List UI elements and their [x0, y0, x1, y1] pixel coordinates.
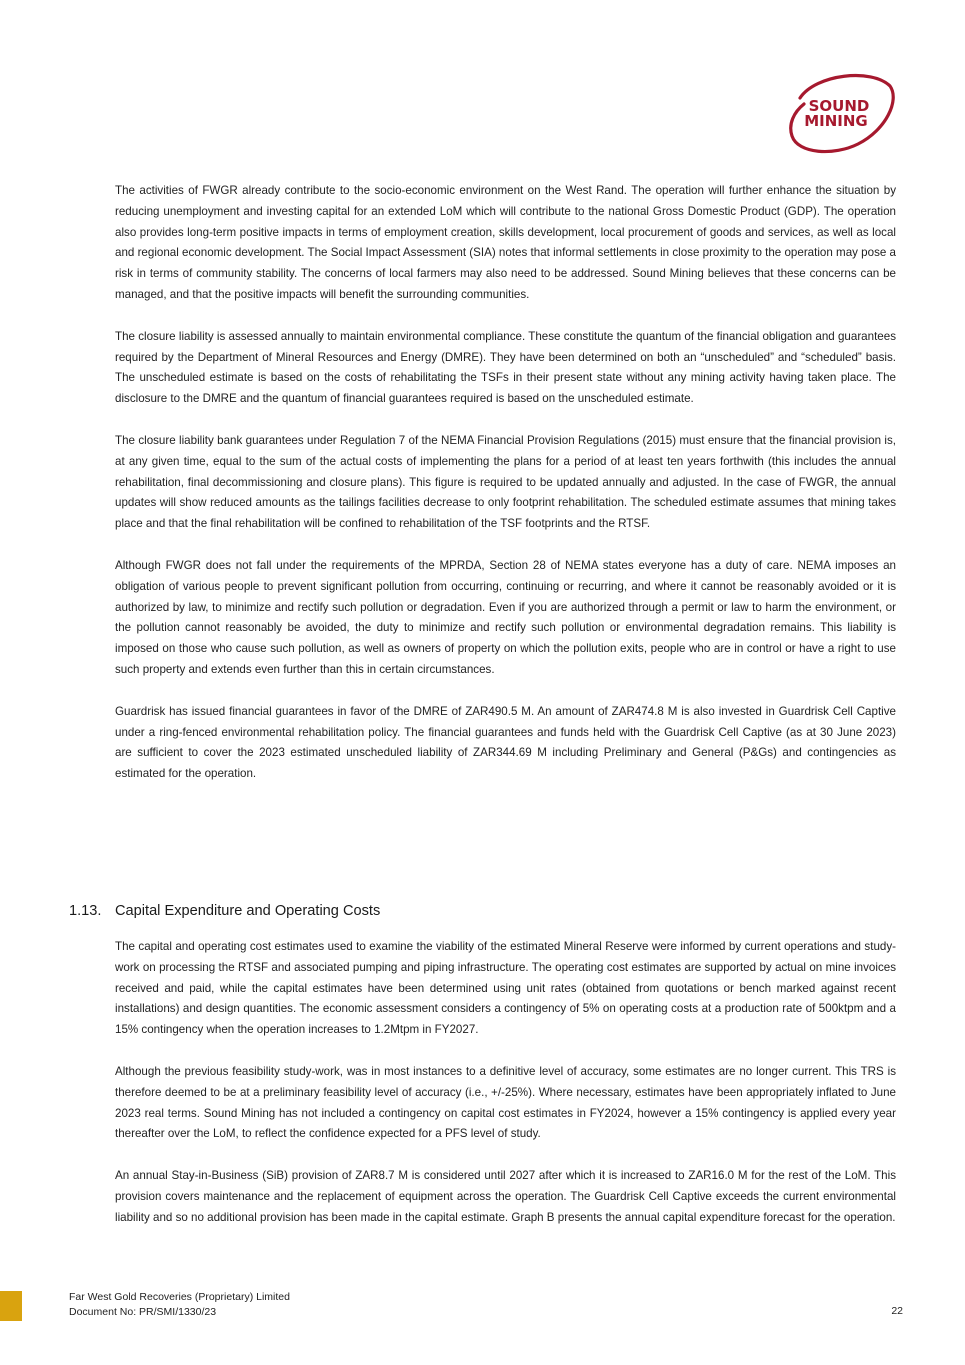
page-number: 22: [891, 1305, 903, 1317]
paragraph-closure-liability: The closure liability is assessed annually to maintain environmental compliance. These constitute the quantum of the financial obligation and guarantees required by the Department of Mineral Resources and Energy (DMRE). They have been determined on both an “unscheduled” and “scheduled” basis. The unscheduled estimate is based on the costs of rehabilitating the TSFs in their present state without any mining activity having taken place. The disclosure to the DMRE and the quantum of financial guarantees required is based on the unscheduled estimate.: [115, 329, 896, 406]
paragraph-duty-of-care: Although FWGR does not fall under the requirements of the MPRDA, Section 28 of NEMA states everyone has a duty of care. NEMA imposes an obligation of various people to prevent significant pollution from occurring, continuing or recurring, and where it cannot be reasonably avoided or it is authorized by law, to minimize and rectify such pollution or degradation. Even if you are authorized through a permit or law to harm the environment, or the pollution cannot reasonably be avoided, the duty to minimize and rectify such pollution or environmental degradation remains. This liability is imposed on those who cause such pollution, as well as owners of property on which the pollution exits, people who are in control or have a right to use such property and extends even further than this in certain circumstances.: [115, 558, 896, 676]
paragraph-socio-economic: The activities of FWGR already contribute to the socio-economic environment on the West Rand. The operation will further enhance the situation by reducing unemployment and investing capital for an extended LoM which will contribute to the national Gross Domestic Product (GDP). The operation also provides long-term positive impacts in terms of employment creation, skills development, local procurement of goods and services, as well as local and regional economic development. The Social Impact Assessment (SIA) notes that informal settlements in close proximity to the operation may pose a risk in terms of community stability. The concerns of local farmers may also need to be addressed. Sound Mining believes that these concerns can be managed, and that the positive impacts will benefit the surrounding communities.: [115, 184, 896, 301]
logo-text-sound: SOUND: [808, 97, 870, 115]
paragraph-stay-in-business: An annual Stay-in-Business (SiB) provision of ZAR8.7 M is considered until 2027 after which it is increased to ZAR16.0 M for the rest of the LoM. This provision covers maintenance and the replacement of equipment across the operation. The Guardrisk Cell Captive exceeds the current environmental liability and so no additional provision has been made in the capital estimate. Graph B presents the annual capital expenditure forecast for the operation.: [115, 1169, 896, 1224]
section-title: Capital Expenditure and Operating Costs: [115, 903, 381, 919]
body-text-section: [115, 937, 896, 1250]
footer: [69, 1290, 290, 1320]
section-heading: [69, 903, 896, 919]
logo-text-mining: MINING: [804, 112, 868, 130]
footer-accent-bar: [0, 1291, 22, 1321]
body-text-top: [115, 181, 896, 806]
sound-mining-logo: [786, 68, 898, 156]
paragraph-guardrisk: Guardrisk has issued financial guarantees in favor of the DMRE of ZAR490.5 M. An amount of ZAR474.8 M is also invested in Guardrisk Cell Captive under a ring-fenced environmental rehabilitation policy. The financial guarantees and funds held with the Guardrisk Cell Captive (as at 30 June 2023) are sufficient to cover the 2023 estimated unscheduled liability of ZAR344.69 M including Preliminary and General (P&Gs) and contingencies as estimated for the operation.: [115, 704, 896, 781]
paragraph-feasibility-accuracy: Although the previous feasibility study-work, was in most instances to a definitive level of accuracy, some estimates are no longer current. This TRS is therefore deemed to be at a preliminary feasibility level of accuracy (i.e., +/-25%). Where necessary, estimates have been appropriately inflated to June 2023 real terms. Sound Mining has not included a contingency on capital cost estimates in FY2024, however a 15% contingency is applied every year thereafter over the LoM, to reflect the confidence expected for a PFS level of study.: [115, 1064, 896, 1141]
paragraph-cost-estimates: The capital and operating cost estimates used to examine the viability of the estimated Mineral Reserve were informed by current operations and study-work on processing the RTSF and associated pumping and piping infrastructure. The operating cost estimates are supported by actual on mine invoices received and paid, while the capital estimates have been determined using unit rates (obtained from quotations or bench marked against recent installations) and design quantities. The economic assessment considers a contingency of 5% on operating costs at a production rate of 500ktpm and a 15% contingency when the operation increases to 1.2Mtpm in FY2027.: [115, 940, 896, 1037]
section-number: 1.13.: [69, 903, 102, 919]
paragraph-bank-guarantees: The closure liability bank guarantees under Regulation 7 of the NEMA Financial Provision Regulations (2015) must ensure that the financial provision is, at any given time, equal to the sum of the actual costs of implementing the plans for a period of at least ten years forthwith (this includes the annual rehabilitation, final decommissioning and closure plans). This figure is required to be updated annually and adjusted. In the case of FWGR, the annual updates will show reduced amounts as the tailings facilities decrease to only footprint rehabilitation. The scheduled estimate assumes that mining takes place and that the final rehabilitation will be confined to rehabilitation of the TSF footprints and the RTSF.: [115, 433, 896, 531]
footer-document-number: Document No: PR/SMI/1330/23: [69, 1306, 217, 1318]
footer-company: Far West Gold Recoveries (Proprietary) Limited: [69, 1291, 290, 1303]
